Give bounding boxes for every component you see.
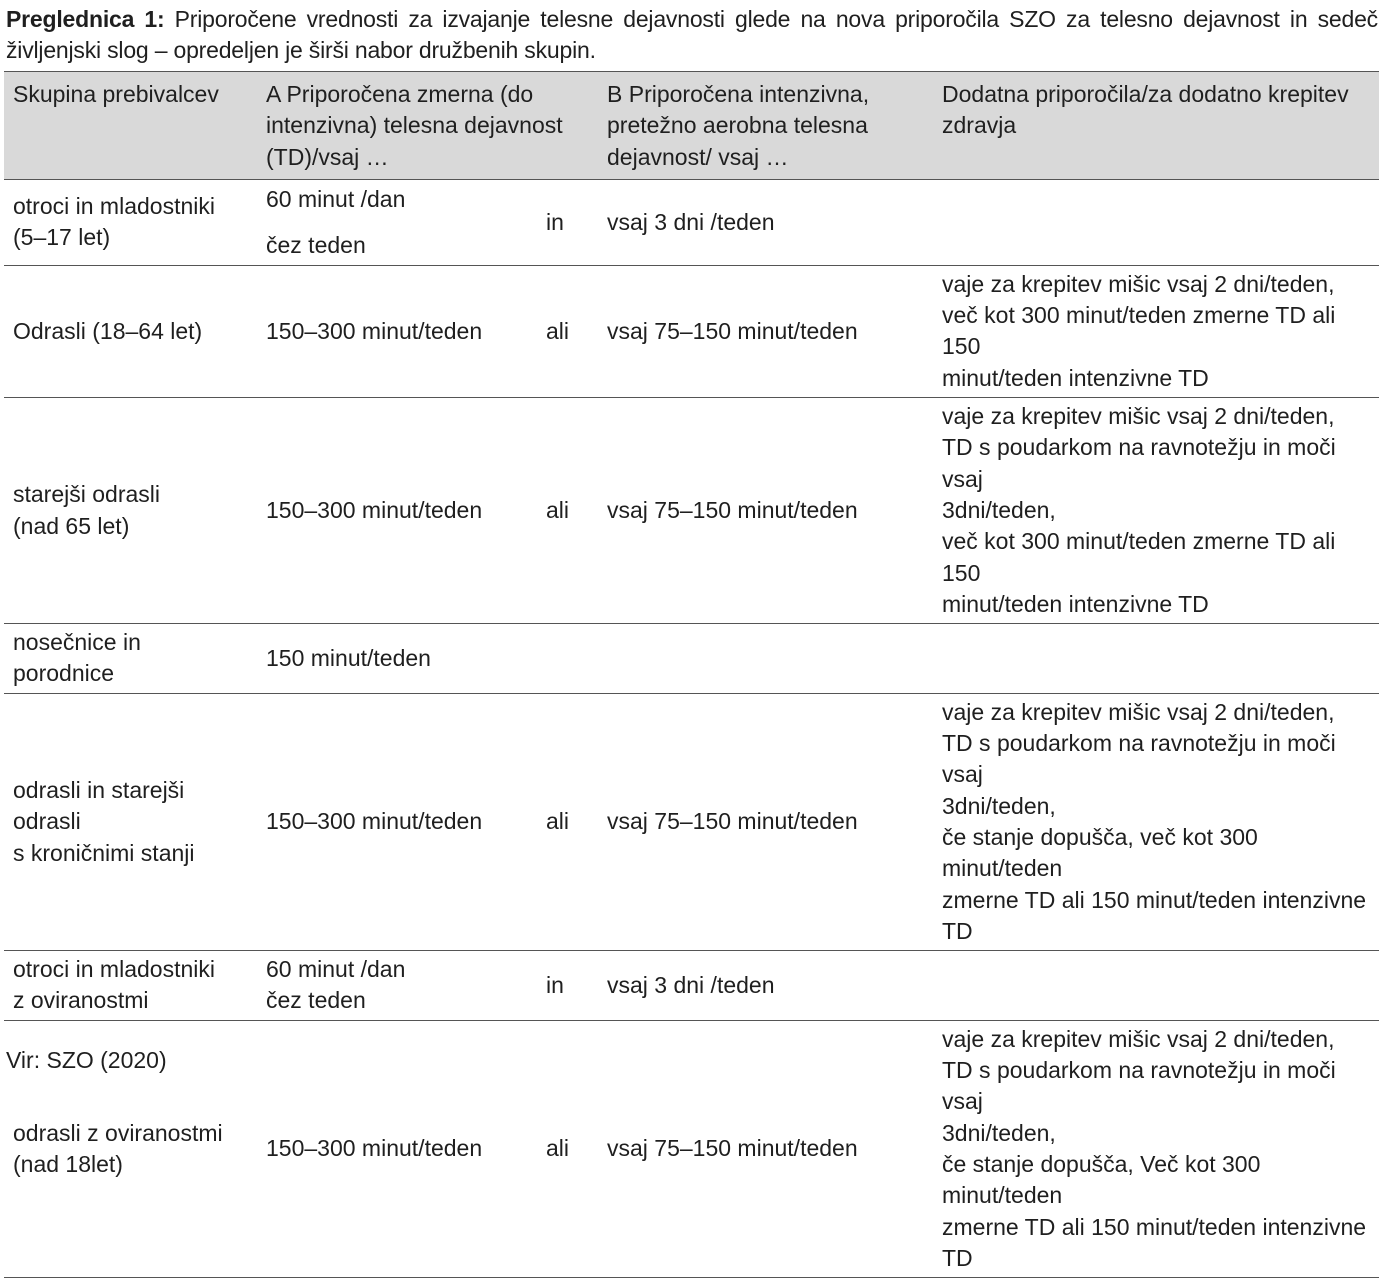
cell-moderate xyxy=(257,398,530,624)
cell-group xyxy=(4,265,257,397)
moderate-line: 150 minut/teden xyxy=(266,644,431,671)
header-additional: Dodatna priporočila/za dodatno krepitev zdravja xyxy=(942,81,1349,139)
group-line: z oviranostmi xyxy=(13,987,149,1014)
additional-line: TD s poudarkom na ravnotežju in moči vsaj xyxy=(942,434,1336,492)
cell-vigorous: vsaj 3 dni /teden xyxy=(607,971,775,998)
cell-vigorous: vsaj 75–150 minut/teden xyxy=(607,808,858,835)
cell-moderate xyxy=(257,693,530,950)
moderate-line: 150–300 minut/teden xyxy=(266,496,483,523)
table-row xyxy=(4,398,1379,624)
cell-conjunction: ali xyxy=(546,496,570,523)
cell-moderate xyxy=(257,951,530,1021)
additional-line: zmerne TD ali 150 minut/teden intenzivne xyxy=(942,886,1367,913)
caption-label: Preglednica 1: xyxy=(6,6,165,32)
cell-vigorous: vsaj 75–150 minut/teden xyxy=(607,496,858,523)
table-row xyxy=(4,1020,1379,1277)
moderate-line: čez teden xyxy=(266,987,366,1014)
group-line: Odrasli (18–64 let) xyxy=(13,317,203,344)
cell-conjunction xyxy=(530,624,598,694)
cell-additional xyxy=(933,398,1379,624)
cell-conjunction: ali xyxy=(546,808,570,835)
moderate-line: 150–300 minut/teden xyxy=(266,317,483,344)
cell-additional xyxy=(933,951,1379,1021)
additional-line: TD s poudarkom na ravnotežju in moči vsaj xyxy=(942,1057,1336,1115)
additional-line: vaje za krepitev mišic vsaj 2 dni/teden, xyxy=(942,403,1335,430)
group-line: otroci in mladostniki xyxy=(13,956,215,983)
cell-moderate xyxy=(257,265,530,397)
table-caption xyxy=(6,4,1378,66)
moderate-line: 150–300 minut/teden xyxy=(266,808,483,835)
table-row xyxy=(4,951,1379,1021)
cell-group xyxy=(4,693,257,950)
group-line: nosečnice in porodnice xyxy=(13,629,141,687)
group-line: (nad 65 let) xyxy=(13,512,130,539)
cell-group xyxy=(4,624,257,694)
group-line: otroci in mladostniki xyxy=(13,193,215,220)
group-line: starejši odrasli xyxy=(13,481,160,508)
group-line: odrasli z oviranostmi xyxy=(13,1119,223,1146)
table-row xyxy=(4,265,1379,397)
moderate-line: 150–300 minut/teden xyxy=(266,1135,483,1162)
additional-line: več kot 300 minut/teden zmerne TD ali 150 xyxy=(942,528,1336,586)
cell-group xyxy=(4,398,257,624)
moderate-line: čez teden xyxy=(266,231,366,258)
cell-vigorous: vsaj 75–150 minut/teden xyxy=(607,317,858,344)
table-row xyxy=(4,179,1379,265)
cell-additional xyxy=(933,1020,1379,1277)
cell-conjunction: ali xyxy=(546,317,570,344)
additional-line: več kot 300 minut/teden zmerne TD ali 150 xyxy=(942,302,1336,360)
table-row xyxy=(4,624,1379,694)
table-body xyxy=(4,179,1379,1277)
additional-line: minut/teden intenzivne TD xyxy=(942,590,1209,617)
cell-additional xyxy=(933,624,1379,694)
cell-moderate xyxy=(257,1020,530,1277)
cell-moderate xyxy=(257,624,530,694)
cell-moderate xyxy=(257,179,530,265)
cell-vigorous xyxy=(598,624,933,694)
additional-line: 3dni/teden, xyxy=(942,496,1056,523)
cell-additional xyxy=(933,693,1379,950)
cell-conjunction: in xyxy=(546,971,564,998)
additional-line: 3dni/teden, xyxy=(942,792,1056,819)
group-line: odrasli in starejši odrasli xyxy=(13,776,185,835)
moderate-line: 60 minut /dan xyxy=(266,956,406,983)
table-row xyxy=(4,693,1379,950)
additional-line: TD xyxy=(942,917,973,944)
recommendations-table xyxy=(4,71,1379,1278)
cell-additional xyxy=(933,265,1379,397)
group-line: (5–17 let) xyxy=(13,224,111,251)
additional-line: zmerne TD ali 150 minut/teden intenzivne xyxy=(942,1213,1367,1240)
moderate-line: 60 minut /dan xyxy=(266,185,406,212)
header-vigorous: B Priporočena intenzivna, pretežno aerobna telesna dejavnost/ vsaj … xyxy=(607,81,870,170)
additional-line: vaje za krepitev mišic vsaj 2 dni/teden, xyxy=(942,1025,1335,1052)
cell-additional xyxy=(933,179,1379,265)
header-moderate: A Priporočena zmerna (do intenzivna) telesna dejavnost (TD)/vsaj … xyxy=(266,81,563,170)
cell-conjunction: in xyxy=(546,208,564,235)
group-line: s kroničnimi stanji xyxy=(13,839,195,866)
additional-line: TD s poudarkom na ravnotežju in moči vsaj xyxy=(942,730,1336,788)
header-group: Skupina prebivalcev xyxy=(13,81,219,107)
source-note: Vir: SZO (2020) xyxy=(6,1047,167,1073)
additional-line: minut/teden intenzivne TD xyxy=(942,364,1209,391)
cell-group xyxy=(4,951,257,1021)
additional-line: če stanje dopušča, več kot 300 minut/teden xyxy=(942,823,1258,882)
caption-text: Priporočene vrednosti za izvajanje telesne dejavnosti glede na nova priporočila SZO za telesno dejavnost in sedeč življenjski slog – opredeljen je širši nabor družbenih skupin. xyxy=(6,6,1378,63)
cell-group xyxy=(4,179,257,265)
cell-vigorous: vsaj 75–150 minut/teden xyxy=(607,1135,858,1162)
table-header-row xyxy=(4,72,1379,180)
additional-line: TD xyxy=(942,1244,973,1271)
additional-line: 3dni/teden, xyxy=(942,1119,1056,1146)
additional-line: vaje za krepitev mišic vsaj 2 dni/teden, xyxy=(942,270,1335,297)
additional-line: če stanje dopušča, Več kot 300 minut/teden xyxy=(942,1150,1261,1209)
group-line: (nad 18let) xyxy=(13,1150,123,1177)
cell-conjunction: ali xyxy=(546,1135,570,1162)
cell-vigorous: vsaj 3 dni /teden xyxy=(607,208,775,235)
additional-line: vaje za krepitev mišic vsaj 2 dni/teden, xyxy=(942,698,1335,725)
